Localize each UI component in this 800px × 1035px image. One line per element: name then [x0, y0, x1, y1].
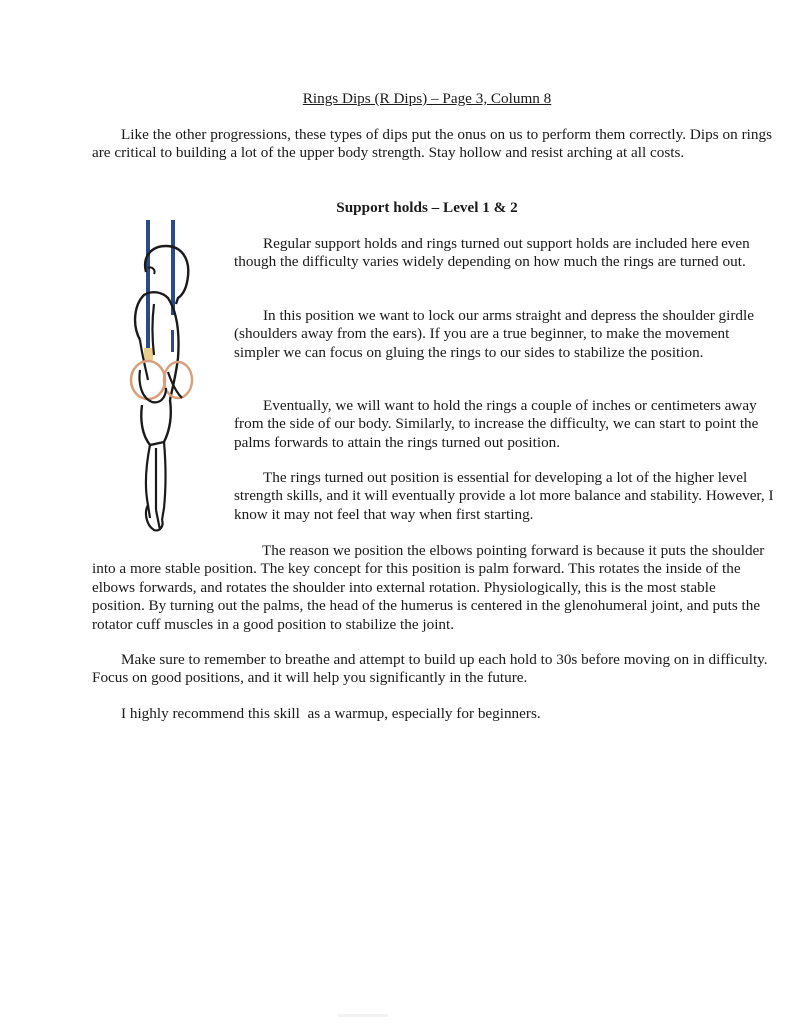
body-paragraph: I highly recommend this skill as a warmup, especially for beginners. — [121, 705, 541, 722]
section-heading: Support holds – Level 1 & 2 — [336, 199, 518, 216]
page-title: Rings Dips (R Dips) – Page 3, Column 8 — [302, 90, 552, 107]
strap-buckle — [144, 348, 153, 360]
figure-svg — [126, 220, 206, 535]
ring-support-hold-illustration — [126, 220, 206, 535]
section-paragraph: In this position we want to lock our arms straight and depress the shoulder girdle (shoulders away from the ears). If you are a true beginner, to make the movement simpler we can focus on gluing the rings to our sides to stabilize the position. — [234, 307, 754, 361]
section-paragraph: The rings turned out position is essential for developing a lot of the higher level strength skills, and it will eventually provide a lot more balance and stability. However, I know it may not feel that way when first starting. — [234, 469, 774, 523]
legs-outline — [146, 442, 166, 520]
body-paragraph: The reason we position the elbows pointing forward is because it puts the shoulder into a more stable position. The key concept for this position is palm forward. This rotates the inside of the elbows forwards, and rotates the shoulder into external rotation. Physiologically, this is the most stable position. By turning out the palms, the head of the humerus is centered in the glenohumeral joint, and puts the rotator cuff muscles in a good position to stabilize the joint. — [92, 542, 765, 633]
left-strap — [146, 220, 150, 350]
section-paragraph: Regular support holds and rings turned out support holds are included here even though the difficulty varies widely depending on how much the rings are turned out. — [234, 235, 750, 271]
body-paragraph: Make sure to remember to breathe and attempt to build up each hold to 30s before moving on in difficulty. Focus on good positions, and it will help you significantly in the future. — [92, 651, 768, 687]
right-strap — [171, 220, 175, 315]
hips-outline — [141, 400, 170, 445]
right-strap-lower — [171, 330, 174, 352]
intro-paragraph: Like the other progressions, these types of dips put the onus on us to perform them correctly. Dips on rings are critical to building a lot of the upper body strength. Stay hollow and resist arching at all costs. — [92, 126, 772, 162]
page-footer-mark — [338, 1014, 388, 1017]
section-paragraph: Eventually, we will want to hold the rings a couple of inches or centimeters away from the side of our body. Similarly, to increase the difficulty, we can start to point the palms forwards to attain the rings turned out position. — [234, 397, 759, 451]
